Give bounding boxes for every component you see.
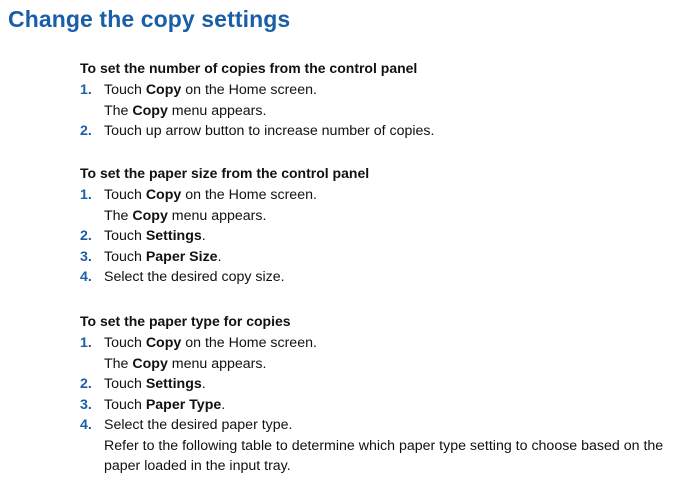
step-list [80, 333, 670, 477]
page-title: Change the copy settings [8, 6, 291, 32]
step-item [80, 185, 670, 226]
step-item [80, 80, 670, 121]
step-number: 1. [80, 335, 92, 351]
step-item [80, 247, 670, 268]
step-number: 3. [80, 248, 92, 265]
step-note: Refer to the following table to determine which paper type setting to choose based on the paper loaded in the input tray. [104, 437, 664, 474]
step-text: Select the desired paper type. Refer to the following table to determine which paper type setting to choose based on the paper loaded in the input tray. [104, 415, 670, 477]
step-number: 2. [80, 376, 92, 392]
section-heading: To set the number of copies from the control panel [80, 60, 418, 76]
step-number: 3. [80, 396, 92, 413]
step-text: Select the desired copy size. [104, 269, 285, 285]
step-item [80, 121, 670, 142]
step-list [80, 185, 670, 288]
step-text: Touch up arrow button to increase number of copies. [104, 123, 435, 139]
section-heading: To set the paper size from the control panel [80, 165, 370, 181]
step-text: Touch Copy on the Home screen. The Copy menu appears. [104, 335, 317, 372]
step-text: Touch Copy on the Home screen. The Copy menu appears. [104, 187, 317, 224]
step-item [80, 415, 670, 477]
step-number: 2. [80, 228, 92, 244]
step-item [80, 395, 670, 416]
step-number: 2. [80, 123, 92, 139]
step-list [80, 80, 670, 142]
step-text: Touch Paper Size. [104, 248, 222, 265]
step-number: 1. [80, 187, 92, 203]
section-heading: To set the paper type for copies [80, 313, 291, 329]
step-text: Touch Settings. [104, 228, 206, 244]
step-item [80, 226, 670, 247]
section-paper-size [80, 164, 670, 288]
step-text: Touch Copy on the Home screen. The Copy menu appears. [104, 82, 317, 119]
step-text: Touch Settings. [104, 376, 206, 392]
section-number-of-copies [80, 59, 670, 142]
step-number: 1. [80, 82, 92, 98]
step-number: 4. [80, 417, 92, 433]
section-paper-type [80, 312, 670, 477]
step-number: 4. [80, 269, 92, 285]
step-item [80, 267, 670, 288]
step-item [80, 374, 670, 395]
step-text: Touch Paper Type. [104, 396, 226, 413]
step-item [80, 333, 670, 374]
